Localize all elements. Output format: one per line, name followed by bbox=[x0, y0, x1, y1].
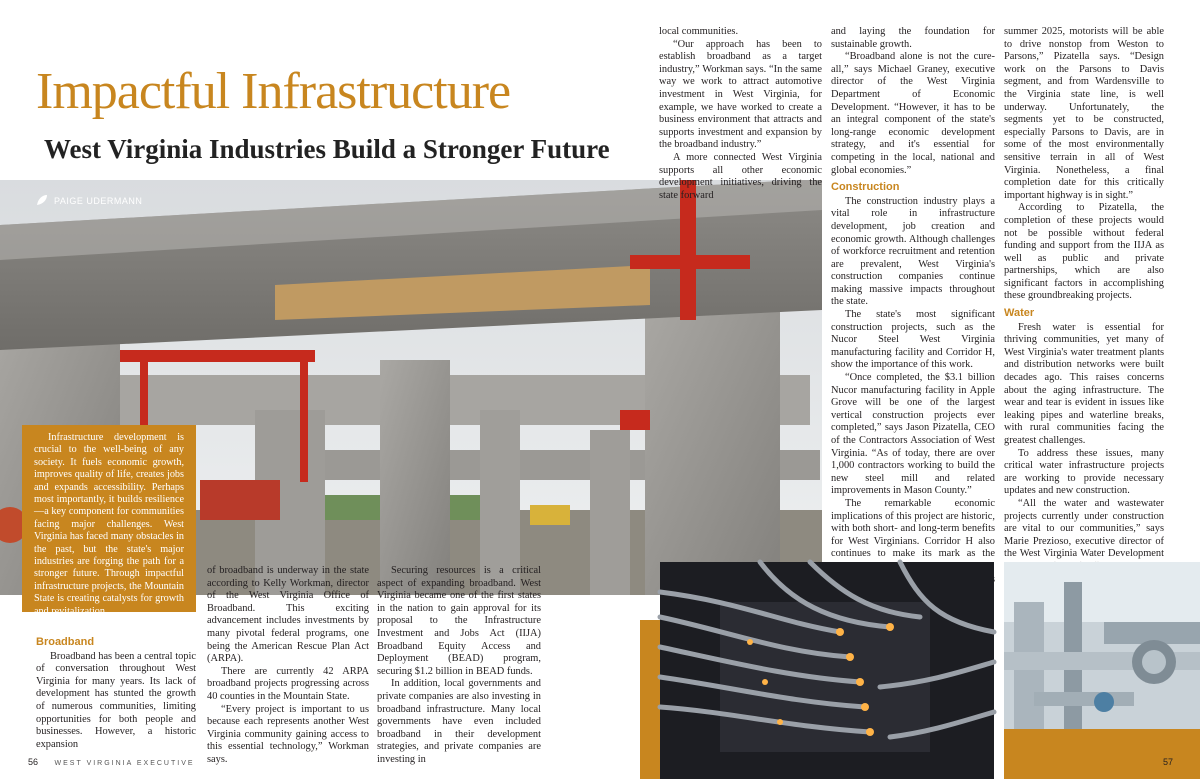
leaf-icon bbox=[36, 194, 48, 208]
column-2 bbox=[207, 565, 369, 765]
byline bbox=[36, 194, 142, 208]
paragraph: To address these issues, many critical water infrastructure projects are working to provide necessary updates and new construction. bbox=[1004, 447, 1164, 497]
column-6 bbox=[1004, 26, 1164, 560]
paragraph: The construction industry plays a vital role in infrastructure development, job creation and economic growth. Although challenges of workforce recruitment and retention are prevalent, West Virginia's construction companies continue making massive impacts throughout the state. bbox=[831, 195, 995, 308]
paragraph: “All the water and wastewater projects currently under construction are vital to our communities,” says Marie Prezioso, executive director of the West Virginia Water Development bbox=[1004, 497, 1164, 560]
paragraph: Broadband has been a central topic of conversation throughout West Virginia for many years. Its lack of development has stunted the growth of numerous communities, limiting opportunities for both people and businesses. However, a historic expansion bbox=[36, 650, 196, 750]
intro-text: Infrastructure development is crucial to the well-being of any society. It fuels economic growth, improves quality of life, creates jobs and expands accessibility. Perhaps most importantly, it builds resilience—a key component for communities facing major challenges. West Virginia has faced many obstacles in the past, but the state's major industries are forging the path for a stronger future. Through impactful infrastructure projects, the Mountain State is creating catalysts for growth and revitalization. bbox=[34, 432, 184, 617]
paragraph: In addition, local governments and private companies are also investing in broadband infrastructure. Many local governments have even included broadband in their development strategies, and private companies are investing in bbox=[377, 678, 541, 765]
article-title: Impactful Infrastructure bbox=[36, 63, 511, 120]
section-heading-construction: Construction bbox=[831, 181, 900, 194]
paragraph: Fresh water is essential for thriving communities, yet many of West Virginia's water treatment plants and distribution networks were built decades ago. This raises concerns about the aging infrastructure. The wear and tear is evident in issues like leaking pipes and waterline breaks, with rural communities facing the greatest challenges. bbox=[1004, 321, 1164, 446]
section-heading-water: Water bbox=[1004, 307, 1035, 320]
intro-box bbox=[22, 425, 196, 617]
accent-block bbox=[640, 620, 662, 779]
column-4 bbox=[659, 26, 822, 201]
column-3 bbox=[377, 565, 541, 765]
paragraph: “Every project is important to us because each represents another West Virginia community gaining access to this essential technology,” Workman says. bbox=[207, 703, 369, 765]
accent-block bbox=[1004, 729, 1200, 779]
footer-left bbox=[28, 757, 195, 767]
paragraph: local communities. bbox=[659, 26, 739, 37]
page-number-right: 57 bbox=[1163, 757, 1174, 767]
water-pipes-photo bbox=[1004, 562, 1200, 729]
page-number-left: 56 bbox=[28, 757, 39, 767]
paragraph: A more connected West Virginia supports all other economic development initiatives, driving the state forward bbox=[659, 151, 822, 201]
paragraph: “Broadband alone is not the cure-all,” says Michael Graney, executive director of the West Virginia Department of Economic Development. “However, it has to be an integral component of the state's long-range economic development strategy, and it's essential for competing in the local, national and global economies.” bbox=[831, 51, 995, 176]
paragraph: There are currently 42 ARPA broadband projects progressing across 40 counties in the Mountain State. bbox=[207, 665, 369, 702]
column-1 bbox=[36, 632, 196, 754]
paragraph: “Once completed, the $3.1 billion Nucor manufacturing facility in Apple Grove will be one of the largest vertical construction projects ever completed,” says Jason Pizatella, CEO of the Contractors Association of West Virginia. “As of today, there are over 1,000 contractors working to build the new steel mill and related improvements in Mason County.” bbox=[831, 372, 995, 497]
cables-photo bbox=[660, 562, 994, 779]
paragraph: According to Pizatella, the completion of these projects would not be possible without federal funding and support from the IIJA as well as public and private partnerships, which are also significant factors in accomplishing these groundbreaking projects. bbox=[1004, 202, 1164, 302]
paragraph: of broadband is underway in the state according to Kelly Workman, director of the West Virginia Office of Broadband. This exciting advancement includes investments by many pivotal federal programs, one being the American Rescue Plan Act (ARPA). bbox=[207, 565, 369, 665]
author-name: PAIGE UDERMANN bbox=[54, 196, 143, 206]
paragraph: summer 2025, motorists will be able to drive nonstop from Weston to Parsons,” Pizatella says. “Design work on the Parsons to Davis segment, and from Wardensville to the Virginia state line, is well underway. Unfortunately, the segments yet to be constructed, especially Parsons to Davis, are in some of the most environmentally sensitive terrain in all of West Virginia. Nonetheless, a final completion date for this critically important highway is in sight.” bbox=[1004, 26, 1164, 201]
publication-name: WEST VIRGINIA EXECUTIVE bbox=[54, 760, 195, 767]
paragraph: The remarkable economic implications of this project are historic, with both short- and long-term benefits for West Virginians. Corridor H also continues to make its mark as the bbox=[831, 497, 995, 560]
paragraph: “Our approach has been to establish broadband as a target industry,” Workman says. “In the same way we work to attract automotive investment in West Virginia, for example, we have worked to create a business environment that attracts and supports investment and expansion by the broadband industry.” bbox=[659, 38, 822, 151]
article-subtitle: West Virginia Industries Build a Stronger Future bbox=[44, 134, 610, 164]
paragraph: and laying the foundation for sustainable growth. bbox=[831, 26, 995, 50]
section-heading-broadband: Broadband bbox=[36, 636, 95, 648]
paragraph: Securing resources is a critical aspect of expanding broadband. West Virginia became one of the first states in the nation to gain approval for its proposal to the Infrastructure Investment and Jobs Act (IIJA) Broadband Equity Access and Deployment (BEAD) program, securing $1.2 billion in BEAD funds. bbox=[377, 565, 541, 677]
column-5 bbox=[831, 26, 995, 560]
paragraph: The state's most significant construction projects, such as the Nucor Steel West Virginia manufacturing facility and Corridor H, show the importance of this work. bbox=[831, 309, 995, 371]
